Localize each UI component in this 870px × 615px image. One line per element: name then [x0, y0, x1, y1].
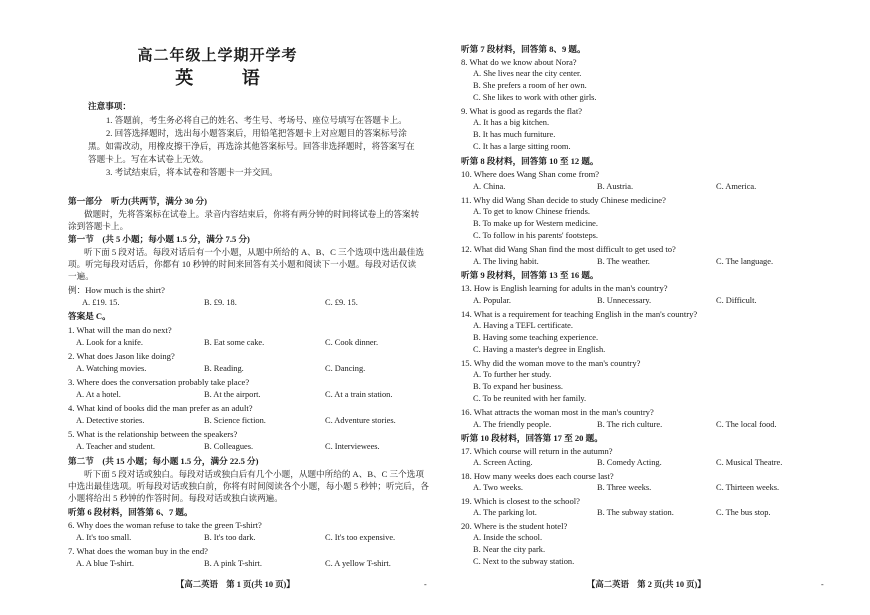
material-10-heading: 听第 10 段材料，回答第 17 至 20 题。 — [461, 433, 603, 443]
section1-directions: 听下面 5 段对话。每段对话后有一个小题，从题中所给的 A、B、C 三个选项中选出最佳选 — [84, 247, 424, 257]
option-8b: B. She prefers a room of her own. — [473, 81, 587, 90]
question-16: 16. What attracts the woman most in the man's country? — [461, 407, 654, 417]
option-12b: B. The weather. — [597, 257, 650, 266]
option-19b: B. The subway station. — [597, 508, 674, 517]
section2-directions: 小题将给出 5 秒钟的作答时间。每段对话或独白读两遍。 — [68, 493, 283, 503]
option-3a: A. At a hotel. — [76, 390, 121, 399]
option-15a: A. To further her study. — [473, 370, 552, 379]
option-13b: B. Unnecessary. — [597, 296, 652, 305]
question-8: 8. What do we know about Nora? — [461, 57, 577, 67]
option-17c: C. Musical Theatre. — [716, 458, 783, 467]
option-18b: B. Three weeks. — [597, 483, 652, 492]
material-6-heading: 听第 6 段材料，回答第 6、7 题。 — [68, 507, 193, 517]
section2-directions: 听下面 5 段对话或独白。每段对话或独白后有几个小题，从题中所给的 A、B、C 三个选项 — [84, 469, 424, 479]
material-9-heading: 听第 9 段材料，回答第 13 至 16 题。 — [461, 270, 599, 280]
option-9c: C. It has a large sitting room. — [473, 142, 571, 151]
option-4c: C. Adventure stories. — [325, 416, 396, 425]
page-footer-right: 【高二英语 第 2 页(共 10 页)】 — [587, 580, 706, 589]
question-7: 7. What does the woman buy in the end? — [68, 546, 208, 556]
question-10: 10. Where does Wang Shan come from? — [461, 169, 600, 179]
option-14c: C. Having a master's degree in English. — [473, 345, 606, 354]
question-9: 9. What is good as regards the flat? — [461, 106, 583, 116]
page-right — [435, 0, 870, 615]
material-7-heading: 听第 7 段材料，回答第 8、9 题。 — [461, 44, 586, 54]
question-6: 6. Why does the woman refuse to take the green T-shirt? — [68, 520, 262, 530]
part1-intro: 做题时，先将答案标在试卷上。录音内容结束后，你将有两分钟的时间将试卷上的答案转 — [84, 209, 420, 219]
question-11: 11. Why did Wang Shan decide to study Chinese medicine? — [461, 195, 666, 205]
option-8c: C. She likes to work with other girls. — [473, 93, 597, 102]
option-13c: C. Difficult. — [716, 296, 757, 305]
option-6c: C. It's too expensive. — [325, 533, 396, 542]
page-footer-left: 【高二英语 第 1 页(共 10 页)】 — [176, 580, 295, 589]
option-20c: C. Next to the subway station. — [473, 557, 575, 566]
question-19: 19. Which is closest to the school? — [461, 496, 580, 506]
question-15: 15. Why did the woman move to the man's country? — [461, 358, 641, 368]
section1-directions: 一遍。 — [68, 271, 94, 281]
option-8a: A. She lives near the city center. — [473, 69, 582, 78]
notes-item: 答题卡上。写在本试卷上无效。 — [88, 154, 209, 164]
footer-mark: - — [821, 580, 824, 589]
option-3b: B. At the airport. — [204, 390, 261, 399]
example-option-a: A. £19. 15. — [82, 298, 120, 307]
option-11b: B. To make up for Western medicine. — [473, 219, 598, 228]
section2-directions: 中选出最佳选项。听每段对话或独白前，你将有时间阅读各个小题，每小题 5 秒钟；听完后，各 — [68, 481, 429, 491]
option-15c: C. To be reunited with her family. — [473, 394, 587, 403]
option-10a: A. China. — [473, 182, 506, 191]
notes-item: 2. 回答选择题时，选出每小题答案后，用铅笔把答题卡上对应题目的答案标号涂 — [106, 128, 407, 138]
option-16c: C. The local food. — [716, 420, 777, 429]
question-14: 14. What is a requirement for teaching English in the man's country? — [461, 309, 698, 319]
option-14a: A. Having a TEFL certificate. — [473, 321, 573, 330]
question-5: 5. What is the relationship between the speakers? — [68, 429, 238, 439]
example-question: 例：How much is the shirt? — [68, 285, 165, 295]
option-12a: A. The living habit. — [473, 257, 539, 266]
option-6a: A. It's too small. — [76, 533, 132, 542]
option-1c: C. Cook dinner. — [325, 338, 379, 347]
option-5c: C. Interviewees. — [325, 442, 380, 451]
question-20: 20. Where is the student hotel? — [461, 521, 568, 531]
option-7a: A. A blue T-shirt. — [76, 559, 134, 568]
option-12c: C. The language. — [716, 257, 774, 266]
option-14b: B. Having some teaching experience. — [473, 333, 599, 342]
option-2c: C. Dancing. — [325, 364, 366, 373]
option-10b: B. Austria. — [597, 182, 634, 191]
question-17: 17. Which course will return in the autumn? — [461, 446, 613, 456]
option-18a: A. Two weeks. — [473, 483, 523, 492]
question-12: 12. What did Wang Shan find the most difficult to get used to? — [461, 244, 676, 254]
option-9b: B. It has much furniture. — [473, 130, 556, 139]
exam-title: 高二年级上学期开学考 — [137, 48, 298, 64]
notes-item: 3. 考试结束后，将本试卷和答题卡一并交回。 — [106, 167, 278, 177]
option-15b: B. To expand her business. — [473, 382, 563, 391]
example-option-b: B. £9. 18. — [204, 298, 237, 307]
option-13a: A. Popular. — [473, 296, 511, 305]
option-10c: C. America. — [716, 182, 757, 191]
option-11c: C. To follow in his parents' footsteps. — [473, 231, 598, 240]
option-16a: A. The friendly people. — [473, 420, 552, 429]
part1-heading: 第一部分 听力(共两节，满分 30 分) — [68, 196, 207, 206]
option-4a: A. Detective stories. — [76, 416, 145, 425]
option-20b: B. Near the city park. — [473, 545, 546, 554]
part1-intro: 涂到答题卡上。 — [68, 221, 129, 231]
example-answer: 答案是 C。 — [68, 311, 111, 321]
option-1b: B. Eat some cake. — [204, 338, 265, 347]
section2-heading: 第二节 (共 15 小题；每小题 1.5 分，满分 22.5 分) — [68, 456, 259, 466]
notes-heading: 注意事项： — [88, 101, 131, 111]
question-1: 1. What will the man do next? — [68, 325, 172, 335]
material-8-heading: 听第 8 段材料，回答第 10 至 12 题。 — [461, 156, 599, 166]
option-2b: B. Reading. — [204, 364, 244, 373]
option-20a: A. Inside the school. — [473, 533, 543, 542]
option-5a: A. Teacher and student. — [76, 442, 156, 451]
option-19a: A. The parking lot. — [473, 508, 537, 517]
option-7b: B. A pink T-shirt. — [204, 559, 262, 568]
option-6b: B. It's too dark. — [204, 533, 256, 542]
question-2: 2. What does Jason like doing? — [68, 351, 175, 361]
question-18: 18. How many weeks does each course last? — [461, 471, 614, 481]
option-4b: B. Science fiction. — [204, 416, 266, 425]
question-13: 13. How is English learning for adults in the man's country? — [461, 283, 668, 293]
option-3c: C. At a train station. — [325, 390, 393, 399]
footer-mark: - — [424, 580, 427, 589]
notes-item: 1. 答题前，考生务必将自己的姓名、考生号、考场号、座位号填写在答题卡上。 — [106, 115, 407, 125]
notes-item: 黑。如需改动，用橡皮擦干净后，再选涂其他答案标号。回答非选择题时，将答案写在 — [88, 141, 415, 151]
section1-heading: 第一节 (共 5 小题；每小题 1.5 分，满分 7.5 分) — [68, 234, 250, 244]
exam-subject: 英 语 — [175, 68, 282, 88]
question-3: 3. Where does the conversation probably take place? — [68, 377, 250, 387]
example-option-c: C. £9. 15. — [325, 298, 358, 307]
option-18c: C. Thirteen weeks. — [716, 483, 780, 492]
option-16b: B. The rich culture. — [597, 420, 663, 429]
option-7c: C. A yellow T-shirt. — [325, 559, 391, 568]
option-17a: A. Screen Acting. — [473, 458, 533, 467]
option-1a: A. Look for a knife. — [76, 338, 143, 347]
option-17b: B. Comedy Acting. — [597, 458, 662, 467]
option-2a: A. Watching movies. — [76, 364, 147, 373]
option-11a: A. To get to know Chinese friends. — [473, 207, 590, 216]
question-4: 4. What kind of books did the man prefer as an adult? — [68, 403, 253, 413]
section1-directions: 项。听完每段对话后，你都有 10 秒钟的时间来回答有关小题和阅读下一小题。每段对话仅读 — [68, 259, 417, 269]
option-9a: A. It has a big kitchen. — [473, 118, 550, 127]
option-19c: C. The bus stop. — [716, 508, 771, 517]
option-5b: B. Colleagues. — [204, 442, 254, 451]
